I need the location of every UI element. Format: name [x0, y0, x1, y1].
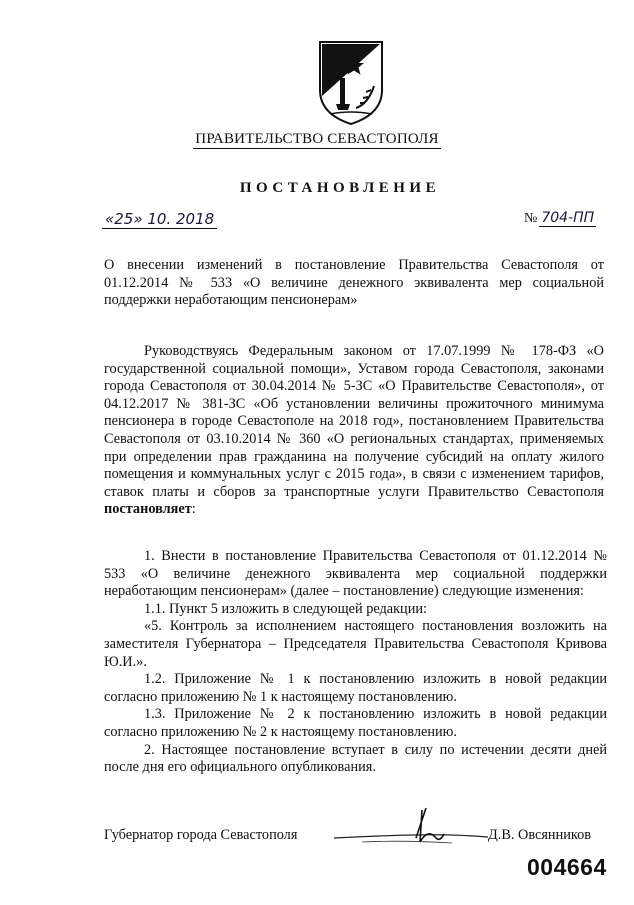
resolution-body	[104, 548, 607, 777]
clause-1-2: 1.2. Приложение № 1 к постановлению изложить в новой редакции согласно приложению № 1 к настоящему постановлению.	[104, 671, 607, 705]
coat-of-arms-icon	[316, 38, 386, 126]
document-number	[524, 210, 596, 227]
number-value: 704-ПП	[541, 210, 595, 226]
preamble: Руководствуясь Федеральным законом от 17.07.1999 № 178-ФЗ «О государственной социальной помощи», Уставом города Севастополя, законами города Севастополя от 30.04.2014 № 5-ЗС «О Правительстве Севастополя», от 04.12.2017 № 381-ЗС «Об установлении величины прожиточного минимума пенсионера в городе Севастополе на 2018 год», постановлением Правительства Севастополя от 03.10.2014 № 360 «О региональных стандартах, применяемых при определении прав гражданина на получение субсидий на оплату жилого помещения и коммунальных услуг с 2015 года», в связи с изменением тарифов, ставок платы и сборов за транспортные услуги Правительство Севастополя постановляет:	[104, 343, 604, 518]
preamble-text: Руководствуясь Федеральным законом от 17.07.1999 № 178-ФЗ «О государственной социальной помощи», Уставом города Севастополя, законами города Севастополя от 30.04.2014 № 5-ЗС «О Правительстве Севастополя», от 04.12.2017 № 381-ЗС «Об установлении величины прожиточного минимума пенсионера в городе Севастополе на 2018 год», постановлением Правительства Севастополя от 03.10.2014 № 360 «О региональных стандартах, применяемых при определении прав гражданина на получение субсидий на оплату жилого помещения и коммунальных услуг с 2015 года», в связи с изменением тарифов, ставок платы и сборов за транспортные услуги Правительство Севастополя	[104, 343, 604, 500]
document-date: «25» 10. 2018	[102, 210, 217, 229]
serial-number: 004664	[527, 854, 607, 880]
document-type: ПОСТАНОВЛЕНИЕ	[239, 180, 441, 196]
handwritten-signature-icon	[332, 798, 492, 854]
organization-name: ПРАВИТЕЛЬСТВО СЕВАСТОПОЛЯ	[195, 131, 439, 147]
clause-1-1: 1.1. Пункт 5 изложить в следующей редакции:	[144, 600, 427, 617]
clause-1: 1. Внести в постановление Правительства Севастополя от 01.12.2014 № 533 «О величине денежного эквивалента мер социальной поддержки неработающим пенсионерам» (далее – постановление) следующие изменения:	[104, 548, 607, 600]
number-label: №	[524, 211, 538, 226]
clause-1-3: 1.3. Приложение № 2 к постановлению изложить в новой редакции согласно приложению № 2 к настоящему постановлению.	[104, 706, 607, 740]
clause-2: 2. Настоящее постановление вступает в силу по истечении десяти дней после дня его официального опубликования.	[104, 741, 607, 776]
signatory-position: Губернатор города Севастополя	[104, 827, 298, 843]
preamble-emphasis: постановляет	[104, 501, 192, 518]
clause-1-1-text: «5. Контроль за исполнением настоящего постановления возложить на заместителя Губернатора – Председателя Правительства Севастополя Кривова Ю.И.».	[104, 618, 607, 670]
signatory-name: Д.В. Овсянников	[488, 827, 591, 843]
document-title: О внесении изменений в постановление Правительства Севастополя от 01.12.2014 № 533 «О величине денежного эквивалента мер социальной поддержки неработающим пенсионерам»	[104, 257, 604, 309]
